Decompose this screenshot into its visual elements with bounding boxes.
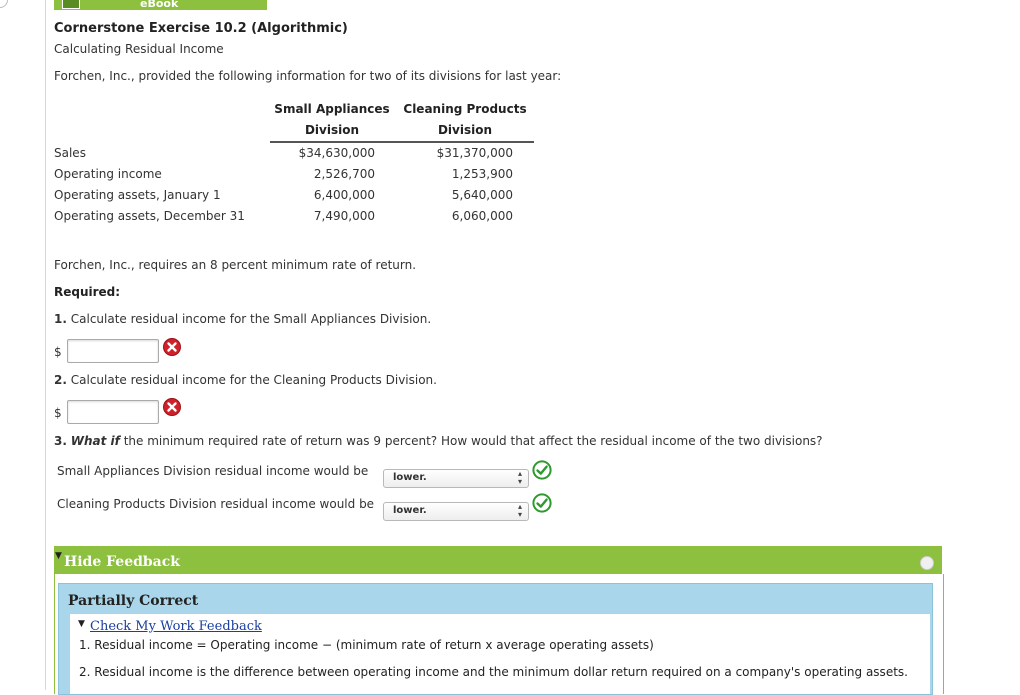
question-3-number: 3.	[54, 434, 67, 448]
requirement-text: Forchen, Inc., requires an 8 percent minimum rate of return.	[54, 258, 417, 272]
row-label: Operating assets, December 31	[54, 209, 245, 223]
cleaning-ri-select[interactable]	[383, 502, 529, 521]
feedback-content	[70, 614, 930, 694]
error-x-icon	[163, 398, 181, 416]
error-x-icon	[163, 338, 181, 356]
exercise-subtitle: Calculating Residual Income	[54, 42, 224, 56]
small-ri-label: Small Appliances Division residual income would be	[57, 464, 369, 478]
question-1	[54, 312, 431, 326]
row-label: Operating assets, January 1	[54, 188, 221, 202]
question-1-text: Calculate residual income for the Small Appliances Division.	[70, 312, 432, 326]
question-3-text: the minimum required rate of return was 9 percent? How would that affect the residual income of the two divisions?	[123, 434, 823, 448]
currency-sign: $	[54, 406, 62, 420]
book-icon	[62, 0, 80, 9]
select-arrows-icon: ▴ ▾	[517, 502, 522, 519]
collapse-triangle-icon[interactable]: ▼	[55, 551, 62, 561]
ebook-label: eBook	[140, 0, 179, 10]
cell-cleaning: 1,253,900	[451, 167, 513, 181]
cell-cleaning: 5,640,000	[451, 188, 513, 202]
col-header-cleaning-1: Cleaning Products	[403, 102, 527, 116]
feedback-status: Partially Correct	[68, 593, 199, 609]
left-border	[45, 0, 46, 690]
feedback-close-icon[interactable]	[920, 556, 934, 570]
expand-triangle-icon[interactable]: ▼	[78, 619, 85, 629]
cell-small: 6,400,000	[313, 188, 375, 202]
cleaning-products-ri-input[interactable]	[67, 400, 159, 424]
question-2-text: Calculate residual income for the Cleaning Products Division.	[70, 373, 437, 387]
small-ri-select[interactable]	[383, 469, 529, 488]
question-2	[54, 373, 437, 387]
question-1-number: 1.	[54, 312, 67, 326]
check-icon	[532, 493, 552, 513]
col-header-cleaning-2: Division	[437, 123, 493, 137]
cell-small: $34,630,000	[298, 146, 375, 160]
cell-cleaning: 6,060,000	[451, 209, 513, 223]
feedback-header-bar[interactable]	[54, 546, 942, 574]
question-2-number: 2.	[54, 373, 67, 387]
currency-sign: $	[54, 345, 62, 359]
header-rule	[270, 141, 534, 143]
feedback-item-1: 1. Residual income = Operating income − (minimum rate of return x average operating assets)	[79, 638, 654, 652]
check-my-work-feedback-link[interactable]: Check My Work Feedback	[90, 619, 262, 634]
col-header-small-2: Division	[304, 123, 360, 137]
exercise-intro: Forchen, Inc., provided the following information for two of its divisions for last year:	[54, 69, 562, 83]
small-appliances-ri-input[interactable]	[67, 339, 159, 363]
cleaning-ri-select-value: lower.	[393, 505, 427, 516]
row-label: Operating income	[54, 167, 162, 181]
hide-feedback-toggle[interactable]: Hide Feedback	[64, 554, 180, 570]
row-label: Sales	[54, 146, 86, 160]
cell-small: 2,526,700	[313, 167, 375, 181]
check-icon	[532, 460, 552, 480]
required-label: Required:	[54, 285, 121, 299]
exercise-title: Cornerstone Exercise 10.2 (Algorithmic)	[54, 21, 348, 36]
question-3	[54, 434, 823, 448]
feedback-item-2: 2. Residual income is the difference between operating income and the minimum dollar return required on a company's operating assets.	[79, 665, 908, 679]
select-arrows-icon: ▴ ▾	[517, 469, 522, 486]
cell-small: 7,490,000	[313, 209, 375, 223]
cleaning-ri-label: Cleaning Products Division residual income would be	[57, 497, 375, 511]
col-header-small-1: Small Appliances	[274, 102, 390, 116]
what-if-label: What if	[70, 434, 120, 448]
cell-cleaning: $31,370,000	[436, 146, 513, 160]
corner-radio	[0, 0, 8, 8]
small-ri-select-value: lower.	[393, 472, 427, 483]
